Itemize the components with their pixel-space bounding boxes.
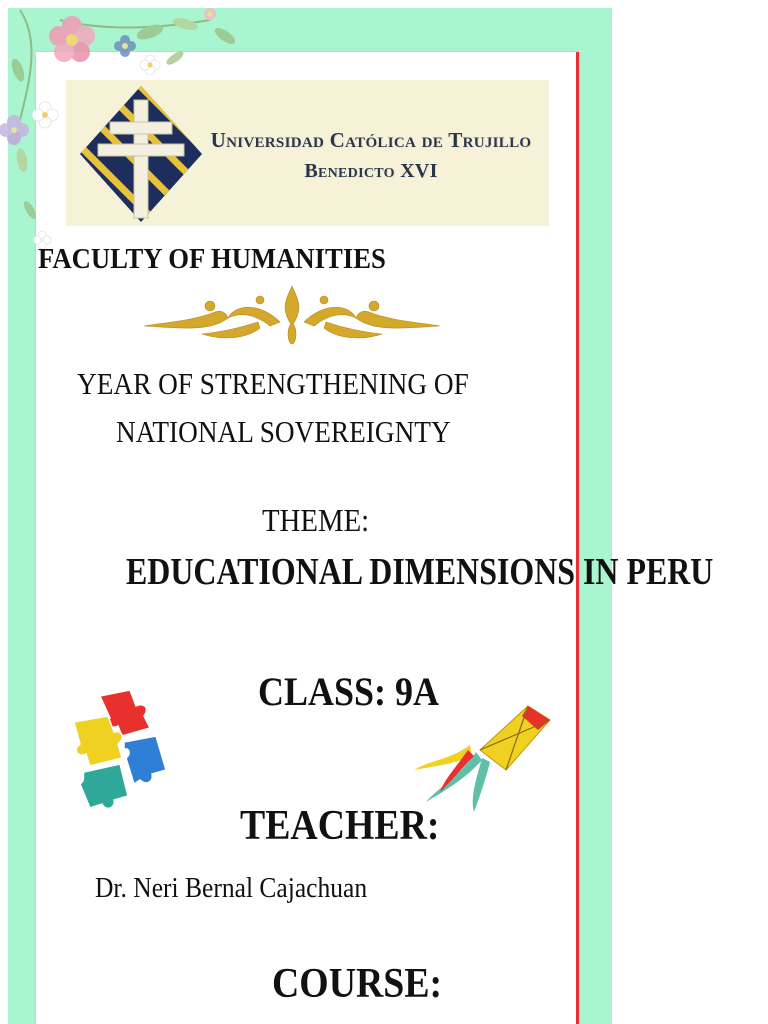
- university-subtitle: Benedicto XVI: [304, 160, 438, 182]
- kite-icon: [410, 700, 555, 815]
- cross-shield-icon: [76, 82, 206, 226]
- class-label: CLASS: 9A: [258, 669, 440, 714]
- theme-label: THEME:: [262, 502, 370, 538]
- university-logo-banner: [66, 80, 549, 226]
- puzzle-pieces-icon: [70, 688, 170, 816]
- theme-title: EDUCATIONAL DIMENSIONS IN PERU: [126, 551, 714, 593]
- faculty-heading: FACULTY OF HUMANITIES: [38, 243, 386, 275]
- year-line-1: YEAR OF STRENGTHENING OF: [77, 366, 469, 401]
- course-label: COURSE:: [272, 961, 443, 1007]
- university-name: Universidad Católica de Trujillo: [210, 128, 532, 152]
- teacher-label: TEACHER:: [240, 803, 440, 849]
- year-line-2: NATIONAL SOVEREIGNTY: [116, 414, 451, 449]
- gold-ornament-icon: [140, 282, 444, 354]
- teacher-name: Dr. Neri Bernal Cajachuan: [95, 872, 368, 904]
